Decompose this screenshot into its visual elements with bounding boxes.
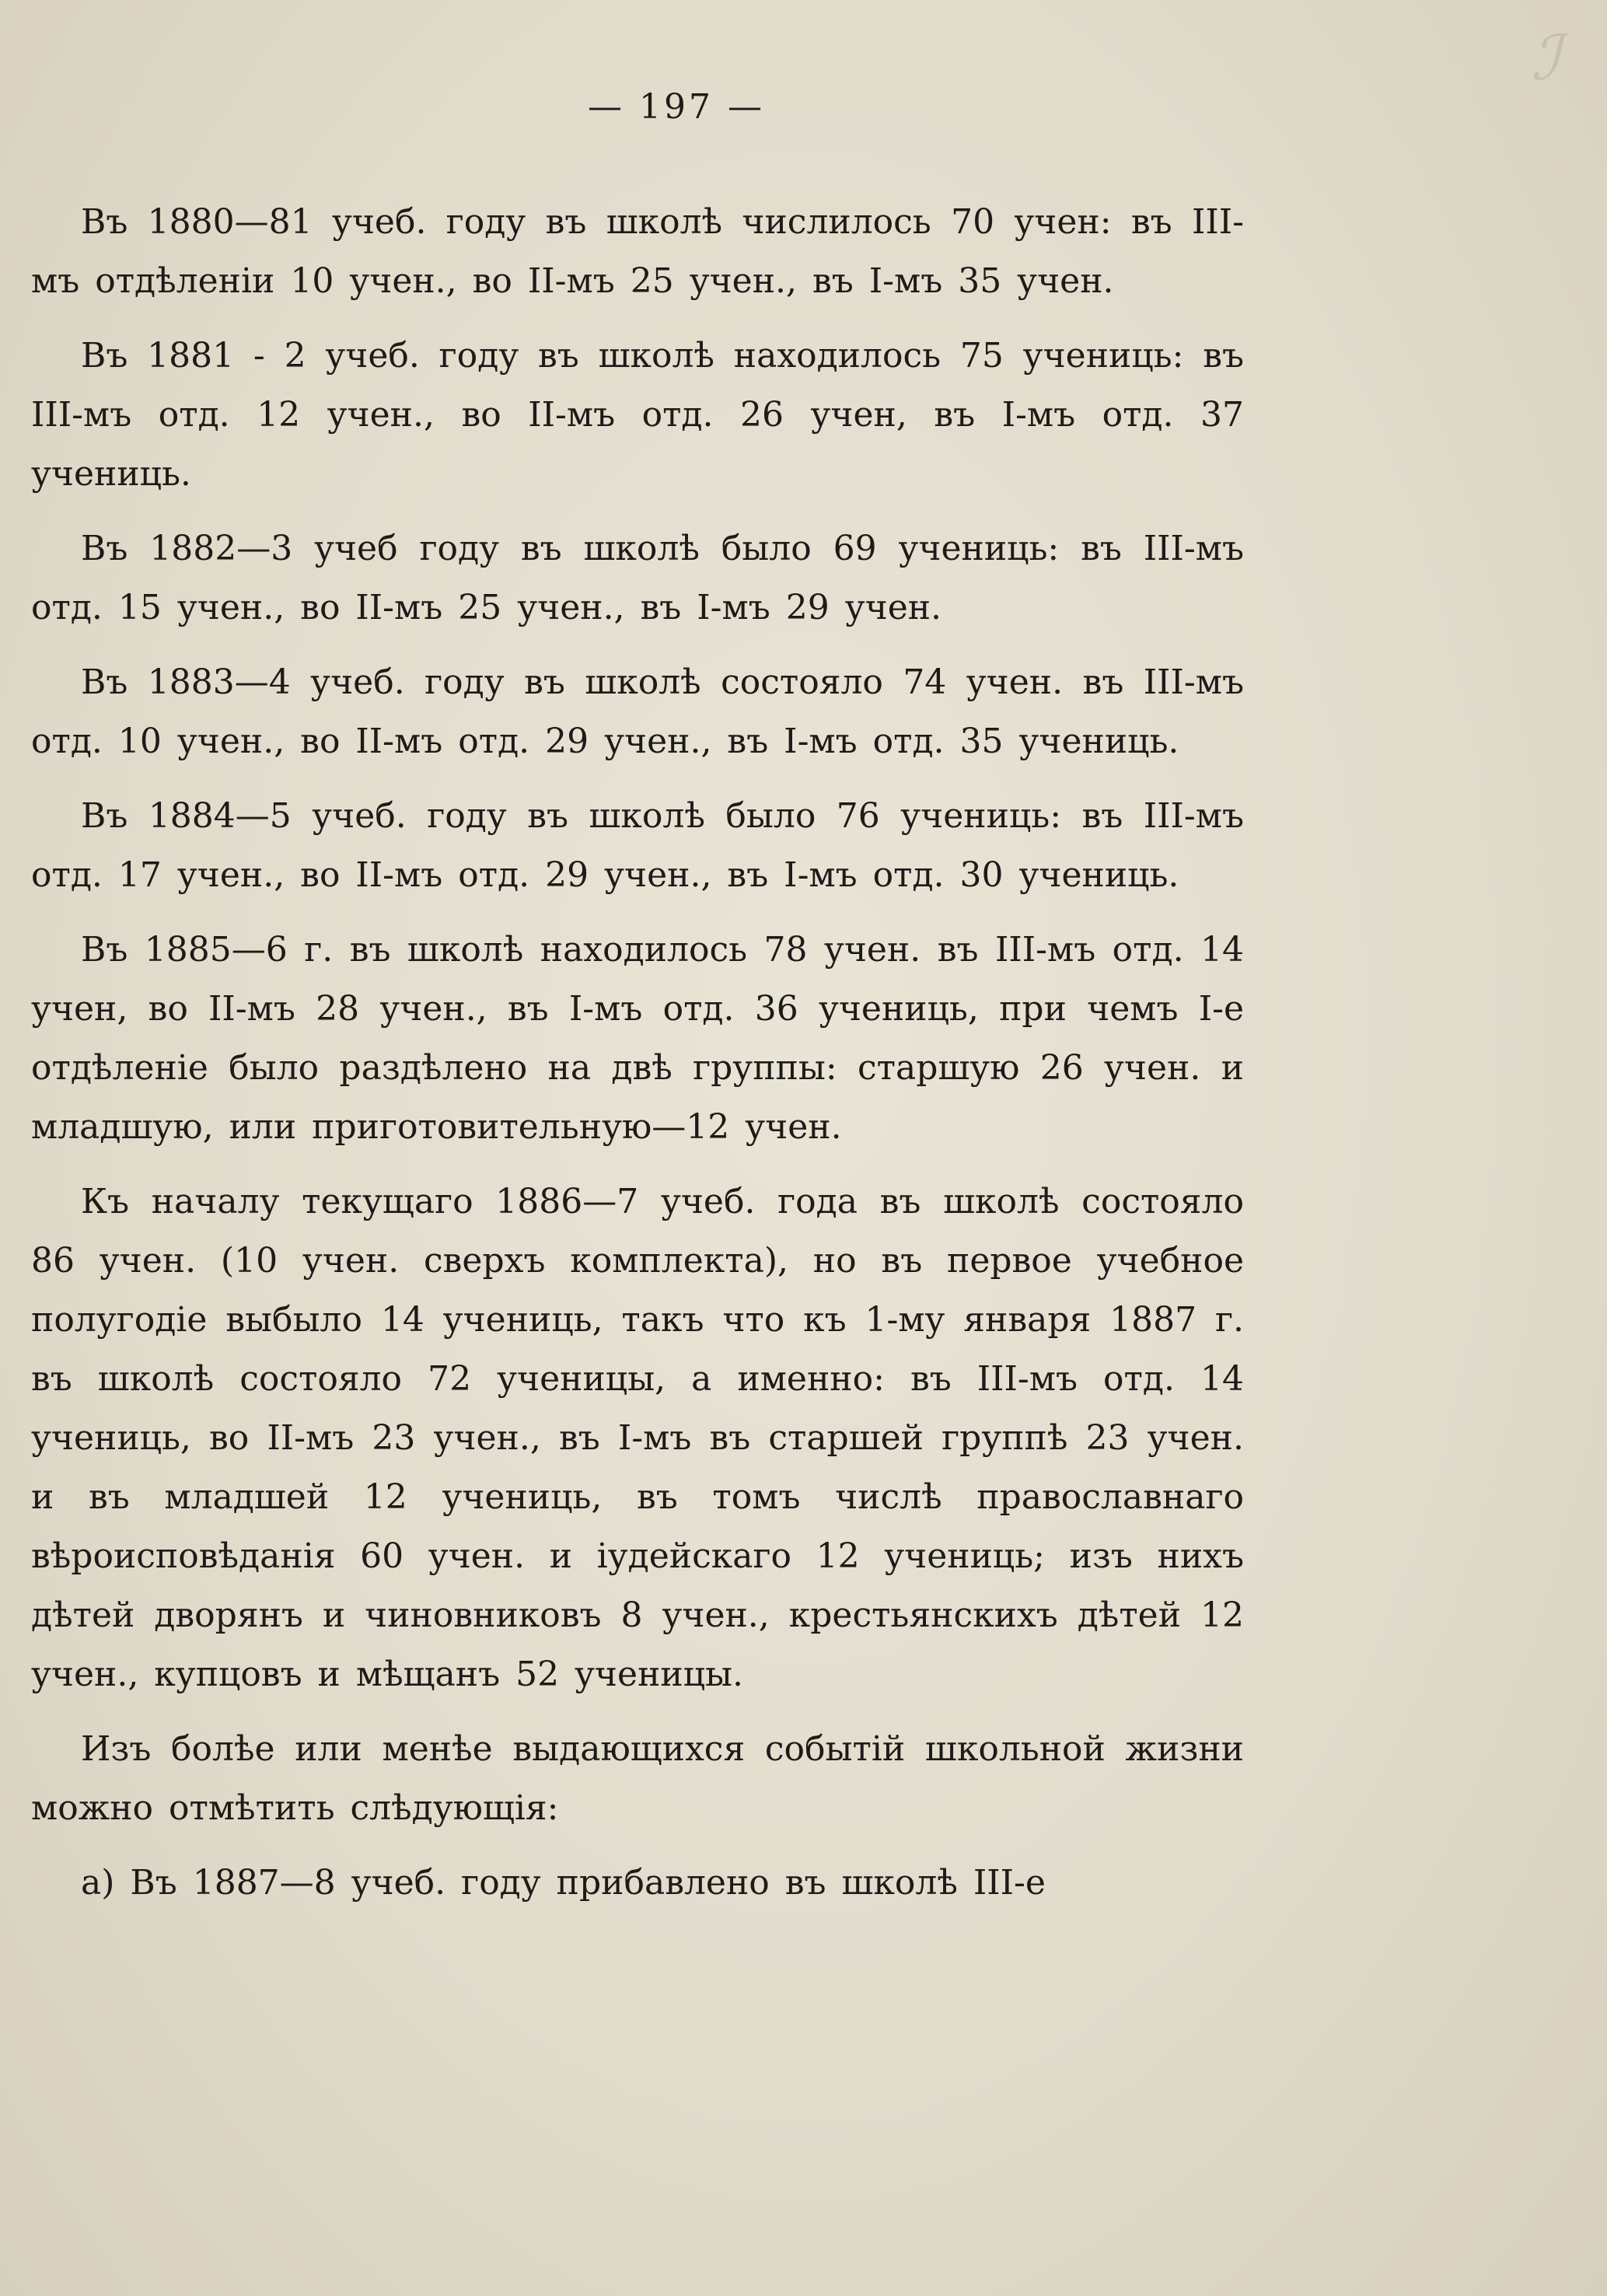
paragraph-1881-82: Въ 1881 - 2 учеб. году въ школѣ находилось 75 учениць: въ III-мъ отд. 12 учен., во II-мъ отд. 26 учен, въ I-мъ отд. 37 учениць. bbox=[31, 336, 1244, 494]
paragraph-1883-84: Въ 1883—4 учеб. году въ школѣ состояло 74 учен. въ III-мъ отд. 10 учен., во II-мъ отд. 29 учен., въ I-мъ отд. 35 учениць. bbox=[31, 662, 1244, 761]
paragraph-1885-86: Въ 1885—6 г. въ школѣ находилось 78 учен. въ III-мъ отд. 14 учен, во II-мъ 28 учен., въ I-мъ отд. 36 учениць, при чемъ I-е отдѣленіе было раздѣлено на двѣ группы: старшую 26 учен. и младшую, или приготовительную—12 учен. bbox=[31, 930, 1244, 1147]
handwritten-corner-mark: ℐ bbox=[1531, 22, 1560, 94]
paragraph-1886-87: Къ началу текущаго 1886—7 учеб. года въ школѣ состояло 86 учен. (10 учен. сверхъ комплекта), но въ первое учебное полугодіе выбыло 14 учениць, такъ что къ 1-му января 1887 г. въ школѣ состояло 72 ученицы, а именно: въ III-мъ отд. 14 учениць, во II-мъ 23 учен., въ I-мъ въ старшей группѣ 23 учен. и въ младшей 12 учениць, въ томъ числѣ православнаго вѣроисповѣданія 60 учен. и іудейскаго 12 учениць; изъ нихъ дѣтей дворянъ и чиновниковъ 8 учен., крестьянскихъ дѣтей 12 учен., купцовъ и мѣщанъ 52 ученицы. bbox=[31, 1182, 1244, 1694]
paragraph-1882-83: Въ 1882—3 учеб году въ школѣ было 69 учениць: въ III-мъ отд. 15 учен., во II-мъ 25 учен., въ I-мъ 29 учен. bbox=[31, 529, 1244, 627]
page-number: — 197 — bbox=[588, 87, 765, 127]
paragraph-1880-81: Въ 1880—81 учеб. году въ школѣ числилось 70 учен: въ III-мъ отдѣленіи 10 учен., во II-мъ 25 учен., въ I-мъ 35 учен. bbox=[31, 202, 1244, 301]
paragraph-1884-85: Въ 1884—5 учеб. году въ школѣ было 76 учениць: въ III-мъ отд. 17 учен., во II-мъ отд. 29 учен., въ I-мъ отд. 30 учениць. bbox=[31, 796, 1244, 895]
body-text bbox=[31, 193, 1244, 1928]
paragraph-events-intro: Изъ болѣе или менѣе выдающихся событій школьной жизни можно отмѣтить слѣдующія: bbox=[31, 1729, 1244, 1828]
paragraph-item-a: а) Въ 1887—8 учеб. году прибавлено въ школѣ III-е bbox=[81, 1863, 1046, 1903]
